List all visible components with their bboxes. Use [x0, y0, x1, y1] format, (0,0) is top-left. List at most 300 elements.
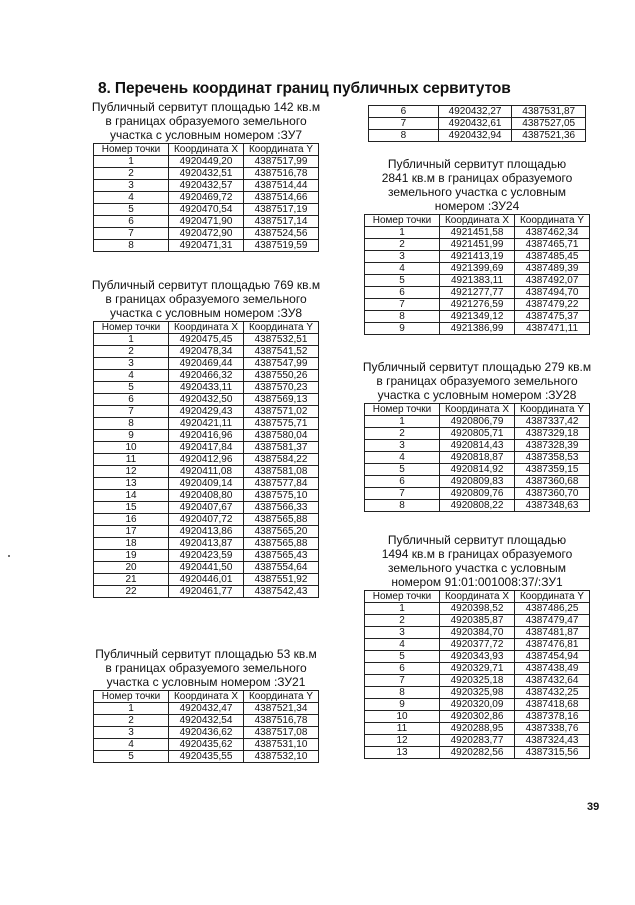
- table-row: [94, 703, 319, 715]
- column-header: Номер точки: [94, 322, 169, 334]
- point-number-cell: 3: [365, 251, 440, 263]
- table-header-row: [94, 691, 319, 703]
- coordinate-y-cell: 4387517,08: [244, 727, 319, 739]
- table-row: [94, 454, 319, 466]
- table-header-row: [94, 322, 319, 334]
- column-header: Координата X: [169, 322, 244, 334]
- coordinate-x-cell: 4920814,43: [440, 440, 515, 452]
- table-row: [94, 442, 319, 454]
- point-number-cell: 6: [94, 216, 169, 228]
- coordinate-x-cell: 4920416,96: [169, 430, 244, 442]
- coordinate-y-cell: 4387324,43: [515, 735, 590, 747]
- caption-line: участка с условным номером :ЗУ28: [377, 388, 577, 402]
- coordinate-x-cell: 4920441,50: [169, 562, 244, 574]
- coordinate-x-cell: 4920432,54: [169, 715, 244, 727]
- coordinate-x-cell: 4920421,11: [169, 418, 244, 430]
- coordinate-y-cell: 4387494,70: [515, 287, 590, 299]
- point-number-cell: 7: [365, 299, 440, 311]
- table-row: [94, 538, 319, 550]
- table-row: [365, 416, 590, 428]
- table-row: [94, 430, 319, 442]
- coordinate-x-cell: 4920805,71: [440, 428, 515, 440]
- point-number-cell: 2: [365, 615, 440, 627]
- point-number-cell: 9: [365, 323, 440, 335]
- coordinate-x-cell: 4920407,72: [169, 514, 244, 526]
- table-row: [94, 727, 319, 739]
- caption-line: земельного участка с условным: [387, 185, 567, 199]
- coordinate-x-cell: 4920808,22: [440, 500, 515, 512]
- table-row: [365, 287, 590, 299]
- coordinate-y-cell: 4387584,22: [244, 454, 319, 466]
- coordinate-y-cell: 4387418,68: [515, 699, 590, 711]
- coordinate-y-cell: 4387575,71: [244, 418, 319, 430]
- column-header: Координата Y: [244, 144, 319, 156]
- point-number-cell: 8: [369, 130, 439, 142]
- coordinate-x-cell: 4920283,77: [440, 735, 515, 747]
- coordinate-x-cell: 4921383,11: [440, 275, 515, 287]
- table-row: [94, 382, 319, 394]
- block-caption: [84, 278, 328, 320]
- coordinate-x-cell: 4920282,56: [440, 747, 515, 759]
- coordinate-x-cell: 4920446,01: [169, 574, 244, 586]
- coordinate-y-cell: 4387550,26: [244, 370, 319, 382]
- table-row: [94, 204, 319, 216]
- point-number-cell: 1: [94, 703, 169, 715]
- point-number-cell: 5: [365, 651, 440, 663]
- coordinate-x-cell: 4920449,20: [169, 156, 244, 168]
- servitude-block-zu28: [355, 360, 599, 512]
- point-number-cell: 7: [94, 406, 169, 418]
- coordinate-x-cell: 4920302,86: [440, 711, 515, 723]
- coordinate-x-cell: 4920432,50: [169, 394, 244, 406]
- caption-line: 2841 кв.м в границах образуемого: [381, 171, 573, 185]
- point-number-cell: 7: [369, 118, 439, 130]
- column-header: Номер точки: [94, 144, 169, 156]
- point-number-cell: 4: [365, 263, 440, 275]
- coordinate-y-cell: 4387462,34: [515, 227, 590, 239]
- column-header: Номер точки: [365, 215, 440, 227]
- coordinate-y-cell: 4387554,64: [244, 562, 319, 574]
- point-number-cell: 4: [94, 192, 169, 204]
- coordinate-y-cell: 4387338,76: [515, 723, 590, 735]
- point-number-cell: 4: [94, 739, 169, 751]
- coordinate-x-cell: 4920432,27: [438, 106, 512, 118]
- coordinate-x-cell: 4920809,76: [440, 488, 515, 500]
- table-row: [365, 651, 590, 663]
- point-number-cell: 3: [94, 358, 169, 370]
- point-number-cell: 20: [94, 562, 169, 574]
- point-number-cell: 2: [94, 168, 169, 180]
- table-row: [365, 251, 590, 263]
- table-row: [365, 476, 590, 488]
- coordinates-table: [368, 105, 586, 142]
- coordinates-table: [93, 143, 319, 252]
- table-row: [365, 663, 590, 675]
- coordinate-x-cell: 4920408,80: [169, 490, 244, 502]
- point-number-cell: 6: [365, 287, 440, 299]
- coordinate-x-cell: 4920472,90: [169, 228, 244, 240]
- block-caption: [84, 100, 328, 142]
- point-number-cell: 13: [365, 747, 440, 759]
- coordinate-y-cell: 4387360,70: [515, 488, 590, 500]
- coordinate-x-cell: 4920423,59: [169, 550, 244, 562]
- coordinate-x-cell: 4920413,86: [169, 526, 244, 538]
- coordinate-x-cell: 4920325,98: [440, 687, 515, 699]
- point-number-cell: 2: [94, 346, 169, 358]
- point-number-cell: 12: [94, 466, 169, 478]
- coordinate-x-cell: 4920409,14: [169, 478, 244, 490]
- caption-line: участка с условным номером :ЗУ21: [106, 675, 306, 689]
- coordinate-x-cell: 4920469,72: [169, 192, 244, 204]
- table-row: [365, 747, 590, 759]
- column-header: Координата X: [440, 404, 515, 416]
- coordinate-x-cell: 4921386,99: [440, 323, 515, 335]
- coordinate-x-cell: 4920384,70: [440, 627, 515, 639]
- point-number-cell: 6: [369, 106, 439, 118]
- table-row: [365, 500, 590, 512]
- coordinate-y-cell: 4387465,71: [515, 239, 590, 251]
- coordinate-y-cell: 4387532,51: [244, 334, 319, 346]
- caption-line: Публичный сервитут площадью: [387, 533, 567, 547]
- column-header: Координата X: [440, 591, 515, 603]
- coordinate-y-cell: 4387489,39: [515, 263, 590, 275]
- table-row: [94, 192, 319, 204]
- point-number-cell: 10: [365, 711, 440, 723]
- point-number-cell: 6: [94, 394, 169, 406]
- coordinates-table: [364, 590, 590, 759]
- coordinate-y-cell: 4387577,84: [244, 478, 319, 490]
- coordinate-x-cell: 4920432,47: [169, 703, 244, 715]
- coordinate-x-cell: 4921413,19: [440, 251, 515, 263]
- coordinates-table: [93, 690, 319, 763]
- table-row: [365, 603, 590, 615]
- point-number-cell: 1: [365, 416, 440, 428]
- coordinate-x-cell: 4920433,11: [169, 382, 244, 394]
- coordinate-x-cell: 4920385,87: [440, 615, 515, 627]
- point-number-cell: 8: [94, 240, 169, 252]
- servitude-block-zu21: [84, 647, 328, 763]
- table-row: [365, 275, 590, 287]
- coordinate-y-cell: 4387531,87: [512, 106, 586, 118]
- column-header: Номер точки: [94, 691, 169, 703]
- table-row: [94, 574, 319, 586]
- column-header: Координата Y: [515, 404, 590, 416]
- coordinate-x-cell: 4920814,92: [440, 464, 515, 476]
- coordinate-x-cell: 4920407,67: [169, 502, 244, 514]
- coordinate-x-cell: 4920412,96: [169, 454, 244, 466]
- coordinate-x-cell: 4920436,62: [169, 727, 244, 739]
- coordinate-x-cell: 4920461,77: [169, 586, 244, 598]
- point-number-cell: 4: [94, 370, 169, 382]
- coordinate-y-cell: 4387541,52: [244, 346, 319, 358]
- coordinate-y-cell: 4387575,10: [244, 490, 319, 502]
- table-row: [94, 358, 319, 370]
- column-header: Координата Y: [244, 691, 319, 703]
- table-row: [365, 452, 590, 464]
- caption-line: в границах образуемого земельного: [376, 374, 578, 388]
- point-number-cell: 9: [94, 430, 169, 442]
- coordinate-y-cell: 4387432,64: [515, 675, 590, 687]
- point-number-cell: 8: [94, 418, 169, 430]
- coordinate-y-cell: 4387476,81: [515, 639, 590, 651]
- coordinate-x-cell: 4921349,12: [440, 311, 515, 323]
- point-number-cell: 1: [94, 156, 169, 168]
- servitude-block-zu8: [84, 278, 328, 598]
- point-number-cell: 1: [94, 334, 169, 346]
- table-row: [365, 299, 590, 311]
- coordinate-y-cell: 4387471,11: [515, 323, 590, 335]
- table-row: [94, 739, 319, 751]
- coordinate-y-cell: 4387438,49: [515, 663, 590, 675]
- scan-speck: [8, 555, 10, 557]
- table-row: [369, 130, 586, 142]
- caption-line: земельного участка с условным: [387, 561, 567, 575]
- table-row: [94, 168, 319, 180]
- coordinate-x-cell: 4920429,43: [169, 406, 244, 418]
- caption-line: номером :ЗУ24: [434, 199, 520, 213]
- coordinate-y-cell: 4387378,16: [515, 711, 590, 723]
- coordinate-y-cell: 4387432,25: [515, 687, 590, 699]
- coordinate-x-cell: 4920466,32: [169, 370, 244, 382]
- table-row: [365, 711, 590, 723]
- caption-line: в границах образуемого земельного: [105, 292, 307, 306]
- servitude-block-zu24: [355, 157, 599, 335]
- block-caption: [355, 533, 599, 589]
- caption-line: в границах образуемого земельного: [105, 661, 307, 675]
- coordinate-x-cell: 4920411,08: [169, 466, 244, 478]
- coordinate-x-cell: 4921277,77: [440, 287, 515, 299]
- table-row: [365, 615, 590, 627]
- coordinate-y-cell: 4387521,36: [512, 130, 586, 142]
- table-row: [94, 478, 319, 490]
- table-row: [365, 464, 590, 476]
- table-row: [369, 118, 586, 130]
- point-number-cell: 1: [365, 227, 440, 239]
- coordinate-y-cell: 4387580,04: [244, 430, 319, 442]
- point-number-cell: 1: [365, 603, 440, 615]
- coordinate-y-cell: 4387348,63: [515, 500, 590, 512]
- table-row: [94, 550, 319, 562]
- table-row: [94, 514, 319, 526]
- table-row: [94, 346, 319, 358]
- coordinate-x-cell: 4921276,59: [440, 299, 515, 311]
- coordinates-table: [93, 321, 319, 598]
- caption-line: Публичный сервитут площадью 53 кв.м: [95, 647, 317, 661]
- coordinate-y-cell: 4387517,14: [244, 216, 319, 228]
- table-row: [94, 394, 319, 406]
- point-number-cell: 22: [94, 586, 169, 598]
- table-header-row: [365, 215, 590, 227]
- coordinate-x-cell: 4920343,93: [440, 651, 515, 663]
- coordinate-x-cell: 4920329,71: [440, 663, 515, 675]
- point-number-cell: 18: [94, 538, 169, 550]
- servitude-block-zu7: [84, 100, 328, 252]
- point-number-cell: 19: [94, 550, 169, 562]
- table-row: [365, 440, 590, 452]
- coordinate-y-cell: 4387514,44: [244, 180, 319, 192]
- point-number-cell: 5: [94, 751, 169, 763]
- coordinate-y-cell: 4387569,13: [244, 394, 319, 406]
- block-caption: [84, 647, 328, 689]
- caption-line: участка с условным номером :ЗУ8: [109, 306, 303, 320]
- coordinate-y-cell: 4387565,88: [244, 538, 319, 550]
- point-number-cell: 10: [94, 442, 169, 454]
- table-row: [94, 526, 319, 538]
- coordinate-x-cell: 4920377,72: [440, 639, 515, 651]
- coordinate-x-cell: 4920398,52: [440, 603, 515, 615]
- coordinate-x-cell: 4921451,99: [440, 239, 515, 251]
- column-header: Координата Y: [244, 322, 319, 334]
- point-number-cell: 5: [365, 275, 440, 287]
- table-row: [94, 406, 319, 418]
- coordinate-y-cell: 4387571,02: [244, 406, 319, 418]
- column-header: Координата X: [169, 144, 244, 156]
- coordinate-y-cell: 4387527,05: [512, 118, 586, 130]
- coordinate-x-cell: 4920471,31: [169, 240, 244, 252]
- table-row: [365, 323, 590, 335]
- coordinate-y-cell: 4387565,88: [244, 514, 319, 526]
- coordinate-y-cell: 4387566,33: [244, 502, 319, 514]
- coordinate-y-cell: 4387516,78: [244, 715, 319, 727]
- point-number-cell: 13: [94, 478, 169, 490]
- coordinate-y-cell: 4387565,20: [244, 526, 319, 538]
- coordinate-x-cell: 4921399,69: [440, 263, 515, 275]
- point-number-cell: 6: [365, 663, 440, 675]
- column-header: Номер точки: [365, 404, 440, 416]
- table-header-row: [365, 404, 590, 416]
- coordinate-x-cell: 4920435,62: [169, 739, 244, 751]
- point-number-cell: 2: [94, 715, 169, 727]
- coordinate-x-cell: 4920320,09: [440, 699, 515, 711]
- coordinate-y-cell: 4387359,15: [515, 464, 590, 476]
- coordinate-y-cell: 4387570,23: [244, 382, 319, 394]
- coordinate-x-cell: 4920818,87: [440, 452, 515, 464]
- point-number-cell: 9: [365, 699, 440, 711]
- table-row: [365, 675, 590, 687]
- table-row: [365, 735, 590, 747]
- coordinate-y-cell: 4387485,45: [515, 251, 590, 263]
- caption-line: в границах образуемого земельного: [105, 114, 307, 128]
- coordinate-x-cell: 4920288,95: [440, 723, 515, 735]
- point-number-cell: 12: [365, 735, 440, 747]
- coordinate-y-cell: 4387517,99: [244, 156, 319, 168]
- coordinate-x-cell: 4920417,84: [169, 442, 244, 454]
- table-row: [369, 106, 586, 118]
- column-header: Номер точки: [365, 591, 440, 603]
- table-row: [365, 311, 590, 323]
- caption-line: Публичный сервитут площадью: [387, 157, 567, 171]
- table-row: [94, 715, 319, 727]
- point-number-cell: 3: [365, 440, 440, 452]
- column-header: Координата Y: [515, 215, 590, 227]
- coordinate-y-cell: 4387531,10: [244, 739, 319, 751]
- coordinate-y-cell: 4387329,18: [515, 428, 590, 440]
- point-number-cell: 2: [365, 428, 440, 440]
- point-number-cell: 5: [365, 464, 440, 476]
- point-number-cell: 8: [365, 500, 440, 512]
- coordinate-x-cell: 4920325,18: [440, 675, 515, 687]
- coordinate-y-cell: 4387479,47: [515, 615, 590, 627]
- point-number-cell: 16: [94, 514, 169, 526]
- page-title: 8. Перечень координат границ публичных сервитутов: [98, 80, 511, 97]
- table-row: [94, 240, 319, 252]
- coordinate-y-cell: 4387481,87: [515, 627, 590, 639]
- point-number-cell: 21: [94, 574, 169, 586]
- table-row: [94, 490, 319, 502]
- point-number-cell: 6: [365, 476, 440, 488]
- table-row: [365, 687, 590, 699]
- coordinate-y-cell: 4387360,68: [515, 476, 590, 488]
- coordinate-y-cell: 4387475,37: [515, 311, 590, 323]
- coordinate-y-cell: 4387581,08: [244, 466, 319, 478]
- coordinate-y-cell: 4387454,94: [515, 651, 590, 663]
- coordinate-y-cell: 4387521,34: [244, 703, 319, 715]
- coordinate-x-cell: 4920475,45: [169, 334, 244, 346]
- table-row: [94, 370, 319, 382]
- coordinates-table: [364, 403, 590, 512]
- coordinate-y-cell: 4387516,78: [244, 168, 319, 180]
- coordinate-y-cell: 4387486,25: [515, 603, 590, 615]
- coordinate-y-cell: 4387514,66: [244, 192, 319, 204]
- coordinate-x-cell: 4920432,57: [169, 180, 244, 192]
- coordinate-y-cell: 4387315,56: [515, 747, 590, 759]
- coordinate-y-cell: 4387517,19: [244, 204, 319, 216]
- coordinate-y-cell: 4387479,22: [515, 299, 590, 311]
- coordinate-y-cell: 4387532,10: [244, 751, 319, 763]
- point-number-cell: 5: [94, 204, 169, 216]
- coordinate-y-cell: 4387358,53: [515, 452, 590, 464]
- table-row: [365, 639, 590, 651]
- point-number-cell: 3: [365, 627, 440, 639]
- caption-line: участка с условным номером :ЗУ7: [109, 128, 303, 142]
- point-number-cell: 4: [365, 639, 440, 651]
- caption-line: Публичный сервитут площадью 142 кв.м: [91, 100, 321, 114]
- column-header: Координата X: [440, 215, 515, 227]
- table-row: [94, 562, 319, 574]
- block-caption: [355, 360, 599, 402]
- table-row: [365, 263, 590, 275]
- coordinate-y-cell: 4387565,43: [244, 550, 319, 562]
- table-row: [94, 418, 319, 430]
- coordinate-x-cell: 4920432,51: [169, 168, 244, 180]
- coordinate-x-cell: 4920470,54: [169, 204, 244, 216]
- table-row: [365, 239, 590, 251]
- coordinate-x-cell: 4920435,55: [169, 751, 244, 763]
- table-row: [94, 586, 319, 598]
- table-row: [94, 216, 319, 228]
- coordinate-x-cell: 4920471,90: [169, 216, 244, 228]
- point-number-cell: 2: [365, 239, 440, 251]
- coordinate-x-cell: 4920809,83: [440, 476, 515, 488]
- point-number-cell: 17: [94, 526, 169, 538]
- table-row: [365, 488, 590, 500]
- point-number-cell: 4: [365, 452, 440, 464]
- coordinate-y-cell: 4387542,43: [244, 586, 319, 598]
- point-number-cell: 11: [94, 454, 169, 466]
- table-row: [365, 227, 590, 239]
- caption-line: номером 91:01:001008:37/:ЗУ1: [391, 575, 563, 589]
- table-row: [94, 156, 319, 168]
- table-header-row: [365, 591, 590, 603]
- servitude-block-zu21-continued: [368, 105, 586, 142]
- table-row: [94, 228, 319, 240]
- point-number-cell: 7: [365, 675, 440, 687]
- coordinate-x-cell: 4920413,87: [169, 538, 244, 550]
- point-number-cell: 7: [94, 228, 169, 240]
- coordinate-y-cell: 4387337,42: [515, 416, 590, 428]
- coordinate-x-cell: 4920432,61: [438, 118, 512, 130]
- point-number-cell: 11: [365, 723, 440, 735]
